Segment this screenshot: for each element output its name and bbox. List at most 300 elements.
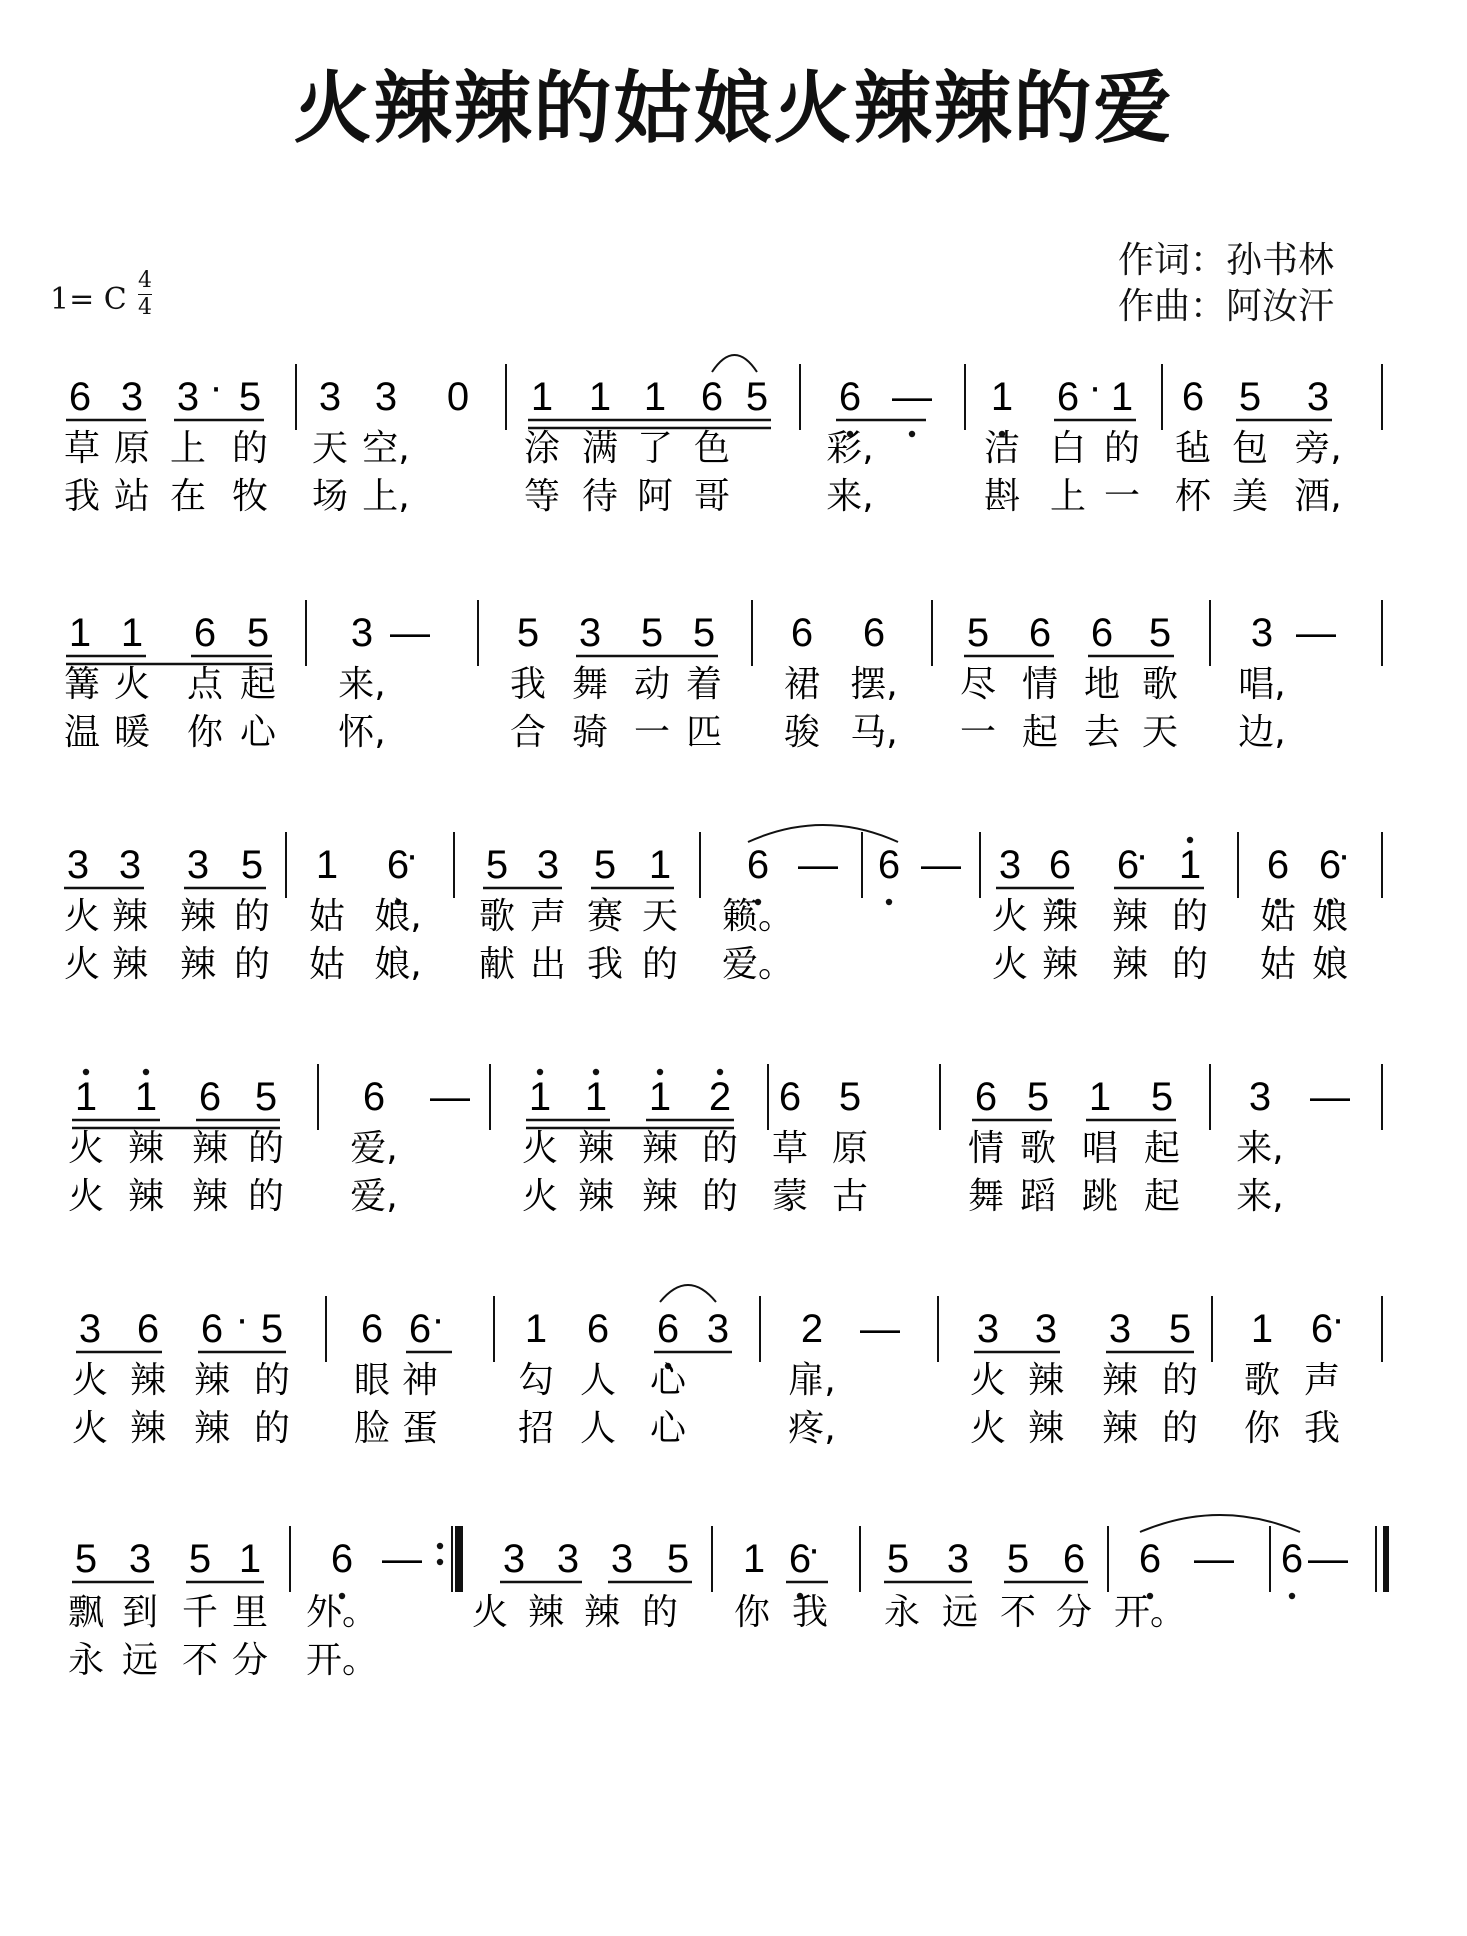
high-octave-dot [1187, 837, 1193, 843]
lyric-verse2-char: 待 [581, 476, 619, 517]
lyric-verse2-char: 温 [63, 712, 101, 753]
lyric-verse1-char: 声 [1303, 1360, 1341, 1401]
low-octave-dot [886, 899, 892, 905]
lyric-verse2-char: 杯 [1174, 476, 1212, 517]
high-octave-dot [143, 1069, 149, 1075]
lyric-verse1-char: 辣 [527, 1592, 565, 1633]
lyric-verse1-char: 火 [471, 1592, 509, 1633]
note-digit: 6 [788, 1537, 812, 1581]
lyric-verse2-char: 一 [1103, 476, 1141, 517]
lyric-verse2-char: 辣 [1111, 944, 1149, 985]
lyric-verse1-char: 草 [771, 1128, 809, 1169]
lyric-verse1-char: 的 [233, 896, 271, 937]
high-octave-dot [657, 1069, 663, 1075]
lyric-verse1-char: 起 [239, 664, 277, 705]
lyric-verse2-char: 姑 [308, 944, 346, 985]
lyric-verse1-char: 了 [636, 428, 674, 469]
lyric-verse1-char: 姑 [308, 896, 346, 937]
sustain-dash: — [798, 843, 838, 887]
note-digit: 5 [886, 1537, 910, 1581]
lyric-verse2-char: 来, [826, 476, 874, 517]
sustain-dash: — [1310, 1075, 1350, 1119]
lyric-verse2-char: 出 [529, 944, 567, 985]
lyric-verse2-char: 你 [186, 712, 224, 753]
dotted-rhythm-dot: · [1331, 1297, 1345, 1341]
lyric-verse2-char: 起 [1021, 712, 1059, 753]
note-digit: 6 [193, 611, 217, 655]
lyric-verse1-char: 娘, [374, 896, 422, 937]
note-digit: 3 [1306, 375, 1330, 419]
lyric-verse1-char: 火 [969, 1360, 1007, 1401]
lyric-verse1-char: 起 [1143, 1128, 1181, 1169]
lyric-verse2-char: 辣 [127, 1176, 165, 1217]
lyric-verse1-char: 唱, [1238, 664, 1286, 705]
lyric-verse1-char: 辣 [583, 1592, 621, 1633]
sustain-dash: — [860, 1307, 900, 1351]
lyric-verse2-char: 你 [1243, 1408, 1281, 1449]
dotted-rhythm-dot: · [431, 1297, 445, 1341]
lyric-verse1-char: 着 [685, 664, 723, 705]
note-digit: 6 [1056, 375, 1080, 419]
lyric-verse1-char: 洁 [983, 428, 1021, 469]
lyric-verse1-char: 旁, [1294, 428, 1342, 469]
lyric-verse2-char: 辣 [1041, 944, 1079, 985]
lyric-verse1-char: 点 [186, 664, 224, 705]
lyric-verse2-char: 边, [1238, 712, 1286, 753]
lyric-verse1-char: 的 [1171, 896, 1209, 937]
lyric-verse2-char: 辣 [179, 944, 217, 985]
note-digit: 3 [176, 375, 200, 419]
note-digit: 5 [1150, 1075, 1174, 1119]
note-digit: 6 [1062, 1537, 1086, 1581]
note-digit: 2 [708, 1075, 732, 1119]
dotted-rhythm-dot: · [1088, 365, 1102, 409]
note-digit: 5 [838, 1075, 862, 1119]
note-digit: 3 [536, 843, 560, 887]
composer-credit: 作曲：阿汝汗 [1118, 286, 1335, 327]
note-digit: 1 [315, 843, 339, 887]
lyric-verse2-char: 我 [586, 944, 624, 985]
lyric-verse1-char: 人 [579, 1360, 617, 1401]
lyric-verse1-char: 姑 [1259, 896, 1297, 937]
lyric-verse2-char: 上 [1049, 476, 1087, 517]
lyric-verse2-char: 心 [649, 1408, 687, 1449]
lyric-verse2-char: 分 [231, 1640, 269, 1681]
note-digit: 3 [1248, 1075, 1272, 1119]
note-digit: 5 [516, 611, 540, 655]
lyric-verse1-char: 的 [641, 1592, 679, 1633]
note-digit: 3 [350, 611, 374, 655]
lyric-verse1-char: 尽 [959, 664, 997, 705]
lyric-verse2-char: 火 [63, 944, 101, 985]
sustain-dash: — [430, 1075, 470, 1119]
lyric-verse1-char: 飘 [67, 1592, 105, 1633]
note-digit: 5 [240, 843, 264, 887]
lyric-verse1-char: 的 [247, 1128, 285, 1169]
lyric-verse1-char: 到 [121, 1592, 159, 1633]
lyric-verse2-char: 来, [1236, 1176, 1284, 1217]
dotted-rhythm-dot: · [209, 365, 223, 409]
note-digit: 6 [790, 611, 814, 655]
tie-arc [748, 825, 898, 842]
note-digit: 5 [1148, 611, 1172, 655]
lyric-verse2-char: 跳 [1081, 1176, 1119, 1217]
lyric-verse2-char: 火 [71, 1408, 109, 1449]
note-digit: 3 [706, 1307, 730, 1351]
sustain-dash: — [390, 611, 430, 655]
note-digit: 1 [588, 375, 612, 419]
note-digit: 3 [1108, 1307, 1132, 1351]
note-digit: 3 [374, 375, 398, 419]
lyric-verse1-char: 辣 [1101, 1360, 1139, 1401]
song-title: 火辣辣的姑娘火辣辣的爱 [293, 63, 1174, 154]
lyric-verse2-char: 起 [1143, 1176, 1181, 1217]
note-digit: 6 [1116, 843, 1140, 887]
high-octave-dot [593, 1069, 599, 1075]
note-digit: 1 [643, 375, 667, 419]
lyric-verse1-char: 情 [1021, 664, 1059, 705]
note-digit: 6 [330, 1537, 354, 1581]
lyric-verse2-char: 辣 [193, 1408, 231, 1449]
lyric-verse1-char: 辣 [1041, 896, 1079, 937]
note-digit: 6 [200, 1307, 224, 1351]
lyric-verse2-char: 古 [831, 1176, 869, 1217]
lyric-verse1-char: 火 [113, 664, 151, 705]
lyric-verse2-char: 火 [67, 1176, 105, 1217]
note-digit: 6 [877, 843, 901, 887]
lyric-verse1-char: 辣 [111, 896, 149, 937]
note-digit: 3 [998, 843, 1022, 887]
lyric-verse2-char: 心 [239, 712, 277, 753]
note-digit: 1 [74, 1075, 98, 1119]
lyric-verse2-char: 的 [701, 1176, 739, 1217]
note-digit: 5 [1238, 375, 1262, 419]
lyric-verse2-char: 马, [850, 712, 898, 753]
lyric-verse1-char: 辣 [129, 1360, 167, 1401]
lyric-verse2-char: 蒙 [771, 1176, 809, 1217]
lyric-verse1-char: 来, [338, 664, 386, 705]
lyric-verse1-char: 娘 [1311, 896, 1349, 937]
sustain-dash: — [1308, 1537, 1348, 1581]
note-digit: 3 [610, 1537, 634, 1581]
lyric-verse2-char: 骏 [783, 712, 821, 753]
lyric-verse1-char: 扉, [788, 1360, 836, 1401]
lyric-verse1-char: 辣 [179, 896, 217, 937]
note-digit: 1 [648, 1075, 672, 1119]
lyric-verse2-char: 场 [311, 476, 349, 517]
lyric-verse1-char: 彩, [826, 428, 874, 469]
note-digit: 3 [946, 1537, 970, 1581]
note-digit: 1 [68, 611, 92, 655]
lyric-verse1-char: 火 [67, 1128, 105, 1169]
note-digit: 6 [862, 611, 886, 655]
low-octave-dot [1289, 1593, 1295, 1599]
note-digit: 1 [528, 1075, 552, 1119]
note-digit: 1 [1088, 1075, 1112, 1119]
lyric-verse2-char: 开。 [305, 1640, 379, 1681]
note-digit: 5 [1026, 1075, 1050, 1119]
note-digit: 5 [188, 1537, 212, 1581]
note-digit: 6 [1048, 843, 1072, 887]
note-digit: 6 [778, 1075, 802, 1119]
note-digit: 3 [186, 843, 210, 887]
lyric-verse2-char: 辣 [1027, 1408, 1065, 1449]
note-digit: 1 [530, 375, 554, 419]
lyric-verse2-char: 暖 [113, 712, 151, 753]
lyric-verse2-char: 脸 [353, 1408, 391, 1449]
note-digit: 6 [1028, 611, 1052, 655]
note-digit: 6 [386, 843, 410, 887]
lyric-verse2-char: 远 [121, 1640, 159, 1681]
lyric-verse2-char: 阿 [636, 476, 674, 517]
lyric-verse2-char: 招 [517, 1408, 555, 1449]
note-digit: 0 [446, 375, 470, 419]
note-digit: 6 [1090, 611, 1114, 655]
note-digit: 3 [1250, 611, 1274, 655]
lyric-verse1-char: 歌 [1019, 1128, 1057, 1169]
lyric-verse2-char: 的 [1161, 1408, 1199, 1449]
lyric-verse1-char: 唱 [1081, 1128, 1119, 1169]
lyric-verse2-char: 一 [959, 712, 997, 753]
high-octave-dot [537, 1069, 543, 1075]
note-digit: 6 [974, 1075, 998, 1119]
lyric-verse1-char: 不 [999, 1592, 1037, 1633]
note-digit: 5 [1006, 1537, 1030, 1581]
lyric-verse1-char: 草 [63, 428, 101, 469]
dotted-rhythm-dot: · [235, 1297, 249, 1341]
dotted-rhythm-dot: · [1135, 833, 1149, 877]
lyric-verse2-char: 蛋 [401, 1408, 439, 1449]
lyric-verse1-char: 天 [311, 428, 349, 469]
high-octave-dot [83, 1069, 89, 1075]
note-digit: 5 [666, 1537, 690, 1581]
note-digit: 5 [966, 611, 990, 655]
lyric-verse1-char: 眼 [353, 1360, 391, 1401]
lyric-verse2-char: 火 [969, 1408, 1007, 1449]
lyric-verse1-char: 歌 [1243, 1360, 1281, 1401]
note-digit: 2 [800, 1307, 824, 1351]
note-digit: 6 [362, 1075, 386, 1119]
lyric-verse2-char: 蹈 [1019, 1176, 1057, 1217]
lyric-verse1-char: 外。 [305, 1592, 379, 1633]
lyric-verse2-char: 的 [233, 944, 271, 985]
lyric-verse1-char: 满 [581, 428, 619, 469]
lyric-verse2-char: 永 [67, 1640, 105, 1681]
lyric-verse2-char: 骑 [571, 712, 609, 753]
low-octave-dot [909, 431, 915, 437]
note-digit: 5 [640, 611, 664, 655]
lyric-verse1-char: 勾 [517, 1360, 555, 1401]
lyric-verse2-char: 辣 [129, 1408, 167, 1449]
lyric-verse1-char: 毡 [1174, 428, 1212, 469]
lyric-verse2-char: 火 [521, 1176, 559, 1217]
repeat-dot [437, 1559, 443, 1565]
time-signature-numerator: 4 [138, 268, 152, 293]
lyric-verse1-char: 你 [733, 1592, 771, 1633]
lyric-verse2-char: 爱, [350, 1176, 398, 1217]
note-digit: 6 [1280, 1537, 1304, 1581]
note-digit: 3 [976, 1307, 1000, 1351]
lyric-verse1-char: 歌 [478, 896, 516, 937]
lyric-verse2-char: 站 [113, 476, 151, 517]
note-digit: 1 [584, 1075, 608, 1119]
lyric-verse2-char: 的 [1171, 944, 1209, 985]
lyric-verse1-char: 的 [231, 428, 269, 469]
lyric-verse1-char: 的 [1103, 428, 1141, 469]
lyric-verse1-char: 辣 [193, 1360, 231, 1401]
dotted-rhythm-dot: · [807, 1527, 821, 1571]
lyric-verse2-char: 合 [509, 712, 547, 753]
note-digit: 5 [485, 843, 509, 887]
note-digit: 3 [502, 1537, 526, 1581]
lyric-verse1-char: 裙 [783, 664, 821, 705]
lyric-verse2-char: 娘, [374, 944, 422, 985]
lyric-verse1-char: 辣 [577, 1128, 615, 1169]
lyric-verse2-char: 疼, [788, 1408, 836, 1449]
note-digit: 3 [1034, 1307, 1058, 1351]
lyric-verse1-char: 火 [521, 1128, 559, 1169]
lyricist-credit: 作词：孙书林 [1118, 240, 1335, 281]
lyric-verse2-char: 辣 [641, 1176, 679, 1217]
note-digit: 5 [254, 1075, 278, 1119]
lyric-verse2-char: 舞 [967, 1176, 1005, 1217]
lyric-verse1-char: 白 [1049, 428, 1087, 469]
lyric-verse2-char: 去 [1083, 712, 1121, 753]
lyric-verse1-char: 辣 [1111, 896, 1149, 937]
lyric-verse1-char: 情 [967, 1128, 1005, 1169]
sustain-dash: — [892, 375, 932, 419]
lyric-verse1-char: 千 [181, 1592, 219, 1633]
note-digit: 6 [1138, 1537, 1162, 1581]
lyric-verse1-char: 的 [701, 1128, 739, 1169]
note-digit: 6 [136, 1307, 160, 1351]
note-digit: 3 [66, 843, 90, 887]
sustain-dash: — [921, 843, 961, 887]
note-digit: 5 [692, 611, 716, 655]
note-digit: 6 [746, 843, 770, 887]
note-digit: 5 [238, 375, 262, 419]
repeat-dot [437, 1543, 443, 1549]
note-digit: 6 [838, 375, 862, 419]
high-octave-dot [717, 1069, 723, 1075]
note-digit: 5 [246, 611, 270, 655]
lyric-verse2-char: 匹 [685, 712, 723, 753]
lyric-verse2-char: 不 [181, 1640, 219, 1681]
lyric-verse1-char: 天 [641, 896, 679, 937]
lyric-verse1-char: 我 [791, 1592, 829, 1633]
note-digit: 5 [1168, 1307, 1192, 1351]
note-digit: 5 [260, 1307, 284, 1351]
lyric-verse2-char: 我 [1303, 1408, 1341, 1449]
lyric-verse1-char: 火 [71, 1360, 109, 1401]
lyric-verse1-char: 神 [401, 1360, 439, 1401]
note-digit: 6 [360, 1307, 384, 1351]
lyric-verse2-char: 在 [169, 476, 207, 517]
tie-arc [712, 355, 757, 372]
dotted-rhythm-dot: · [405, 833, 419, 877]
lyric-verse1-char: 歌 [1141, 664, 1179, 705]
lyric-verse1-char: 摆, [850, 664, 898, 705]
lyric-verse1-char: 火 [63, 896, 101, 937]
lyric-verse1-char: 籁。 [721, 896, 795, 937]
lyric-verse1-char: 开。 [1113, 1592, 1187, 1633]
lyric-verse2-char: 爱。 [721, 944, 795, 985]
note-digit: 1 [1250, 1307, 1274, 1351]
lyric-verse1-char: 地 [1083, 664, 1121, 705]
note-digit: 6 [700, 375, 724, 419]
lyric-verse1-char: 辣 [641, 1128, 679, 1169]
note-digit: 6 [68, 375, 92, 419]
lyric-verse1-char: 爱, [350, 1128, 398, 1169]
lyric-verse1-char: 我 [509, 664, 547, 705]
note-digit: 5 [593, 843, 617, 887]
note-digit: 1 [238, 1537, 262, 1581]
lyric-verse2-char: 献 [478, 944, 516, 985]
lyric-verse1-char: 包 [1231, 428, 1269, 469]
lyric-verse1-char: 分 [1055, 1592, 1093, 1633]
sustain-dash: — [1194, 1537, 1234, 1581]
lyric-verse2-char: 辣 [111, 944, 149, 985]
lyric-verse2-char: 等 [523, 476, 561, 517]
lyric-verse2-char: 美 [1231, 476, 1269, 517]
note-digit: 6 [586, 1307, 610, 1351]
lyric-verse1-char: 里 [231, 1592, 269, 1633]
lyric-verse2-char: 一 [633, 712, 671, 753]
lyric-verse1-char: 原 [113, 428, 151, 469]
lyric-verse1-char: 辣 [127, 1128, 165, 1169]
lyric-verse2-char: 娘 [1311, 944, 1349, 985]
lyric-verse2-char: 怀, [338, 712, 386, 753]
note-digit: 6 [408, 1307, 432, 1351]
lyric-verse2-char: 辣 [577, 1176, 615, 1217]
key-signature: 1= C [50, 282, 127, 317]
note-digit: 3 [118, 843, 142, 887]
note-digit: 1 [1110, 375, 1134, 419]
lyric-verse1-char: 的 [1161, 1360, 1199, 1401]
lyric-verse2-char: 牧 [231, 476, 269, 517]
lyric-verse2-char: 我 [63, 476, 101, 517]
dotted-rhythm-dot: · [1337, 833, 1351, 877]
lyric-verse1-char: 篝 [63, 664, 101, 705]
note-digit: 1 [134, 1075, 158, 1119]
note-digit: 3 [318, 375, 342, 419]
lyric-verse2-char: 辣 [1101, 1408, 1139, 1449]
note-digit: 1 [990, 375, 1014, 419]
lyric-verse2-char: 的 [641, 944, 679, 985]
note-digit: 3 [78, 1307, 102, 1351]
lyric-verse1-char: 远 [941, 1592, 979, 1633]
lyric-verse1-char: 声 [529, 896, 567, 937]
lyric-verse1-char: 的 [253, 1360, 291, 1401]
note-digit: 6 [1181, 375, 1205, 419]
lyric-verse1-char: 来, [1236, 1128, 1284, 1169]
lyric-verse1-char: 心 [649, 1360, 687, 1401]
lyric-verse2-char: 的 [247, 1176, 285, 1217]
lyric-verse1-char: 色 [693, 428, 731, 469]
note-digit: 3 [120, 375, 144, 419]
note-digit: 1 [1178, 843, 1202, 887]
note-digit: 3 [578, 611, 602, 655]
note-digit: 3 [128, 1537, 152, 1581]
lyric-verse1-char: 空, [362, 428, 410, 469]
lyric-verse1-char: 辣 [1027, 1360, 1065, 1401]
tie-arc [660, 1285, 716, 1302]
lyric-verse1-char: 原 [831, 1128, 869, 1169]
lyric-verse1-char: 涂 [523, 428, 561, 469]
lyric-verse2-char: 姑 [1259, 944, 1297, 985]
note-digit: 5 [745, 375, 769, 419]
lyric-verse1-char: 舞 [571, 664, 609, 705]
